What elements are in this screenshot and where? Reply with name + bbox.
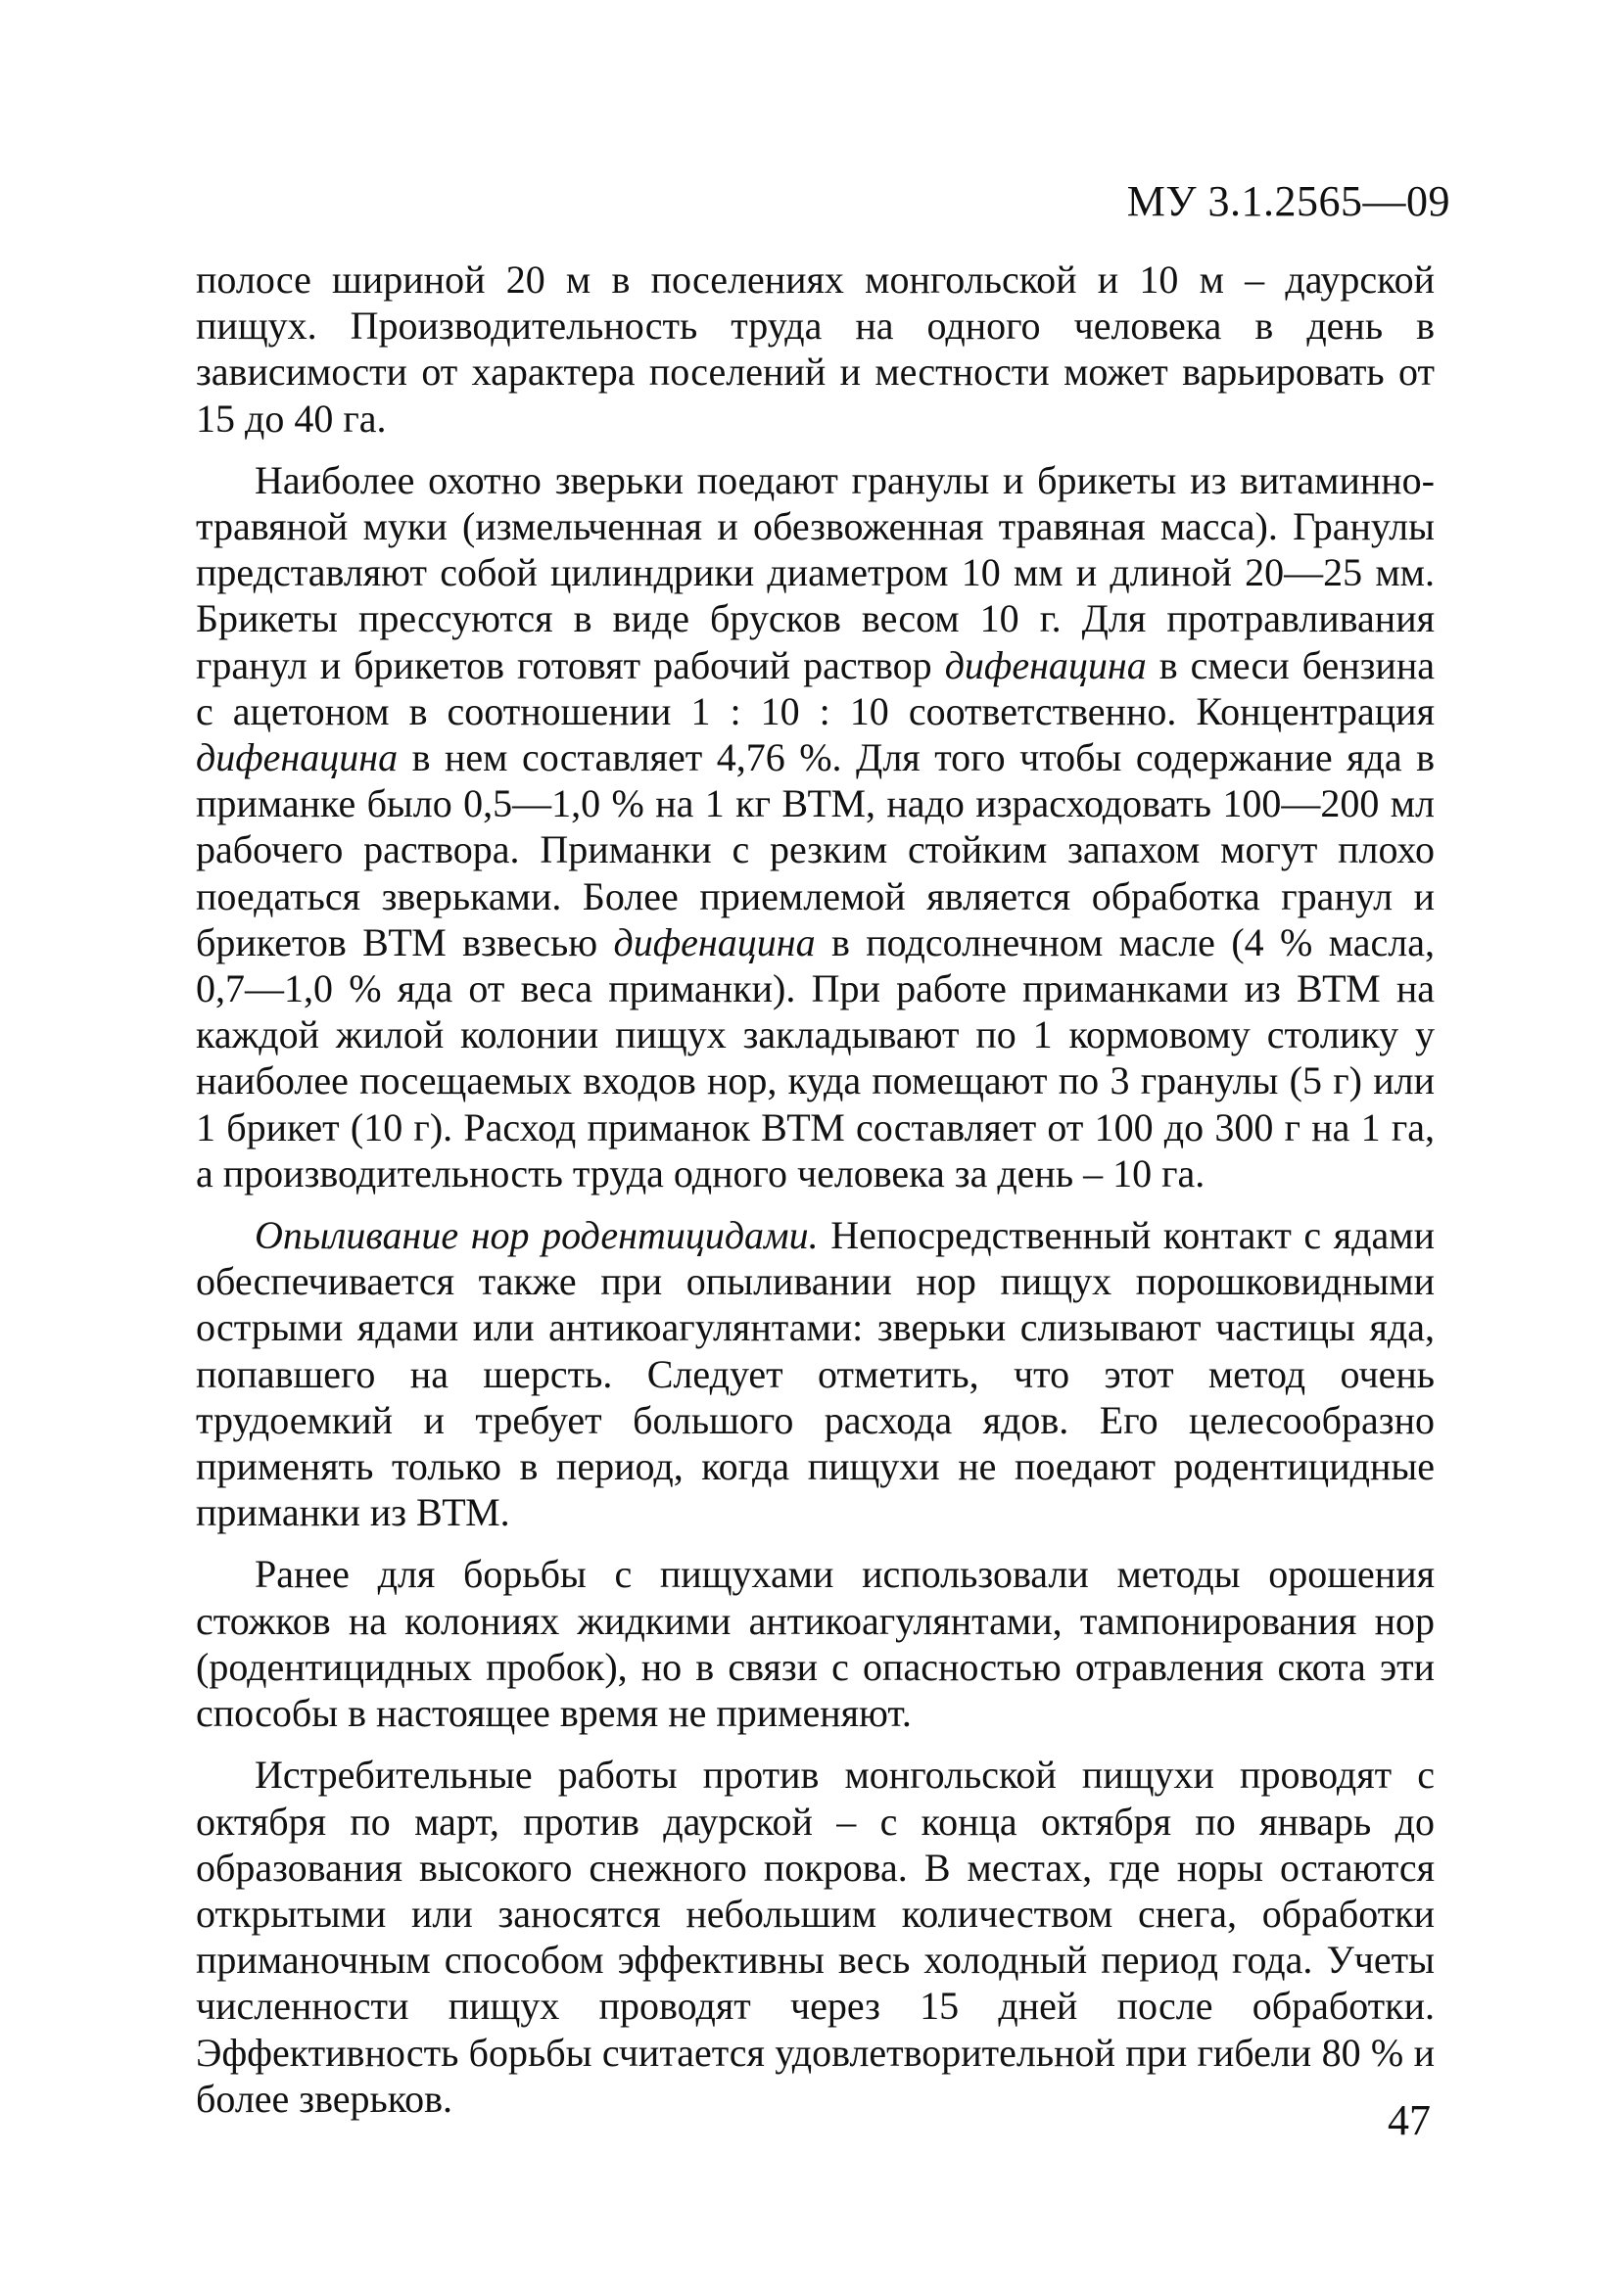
page-number: 47 <box>1388 2096 1431 2144</box>
body-text <box>196 257 1435 2137</box>
paragraph-5 <box>196 1752 1435 2122</box>
paragraph-2-text-b: в смеси бензина с ацетоном в соотношении 1 : 10 : 10 соответственно. Концентрация <box>196 642 1436 733</box>
paragraph-5-text: Истребительные работы против монгольской пищухи проводят с октября по март, против даурской – с конца октября по январь до образования высокого снежного покрова. В местах, где норы остаются открытыми или заносятся небольшим количеством снега, обработки приманочным способом эффективны весь холодный период года. Учеты численности пищух проводят через 15 дней после обработки. Эффективность борьбы считается удовлетворительной при гибели 80 % и более зверьков. <box>196 1753 1435 2121</box>
paragraph-2-text-c: в нем составляет 4,76 %. Для того чтобы содержание яда в приманке было 0,5—1,0 % на 1 кг ВТМ, надо израсходовать 100—200 мл рабочего раствора. Приманки с резким стойким запахом могут плохо поедаться зверьками. Более приемлемой является обработка гранул и брикетов ВТМ взвесью <box>196 735 1435 964</box>
paragraph-4-text: Ранее для борьбы с пищухами использовали методы орошения стожков на колониях жидкими антикоагулянтами, тампонирования нор (родентицидных пробок), но в связи с опасностью отравления скота эти способы в настоящее время не применяют. <box>196 1552 1435 1736</box>
paragraph-2 <box>196 457 1435 1196</box>
term-difenacin-2: дифенацина <box>196 735 399 780</box>
paragraph-2-text-d: в подсолнечном масле (4 % масла, 0,7—1,0 % яда от веса приманки). При работе приманками из ВТМ на каждой жилой колонии пищух закладывают по 1 кормовому столику у наиболее посещаемых входов нор, куда помещают по 3 гранулы (5 г) или 1 брикет (10 г). Расход приманок ВТМ составляет от 100 до 300 г на 1 га, а производительность труда одного человека за день – 10 га. <box>196 919 1435 1195</box>
paragraph-1-text: полосе шириной 20 м в поселениях монгольской и 10 м – даурской пищух. Производительность труда на одного человека в день в зависимости от характера поселений и местности может варьировать от 15 до 40 га. <box>196 258 1435 441</box>
term-difenacin-3: дифенацина <box>613 919 816 964</box>
term-difenacin-1: дифенацина <box>944 642 1147 687</box>
paragraph-3 <box>196 1212 1435 1535</box>
document-code-header: МУ 3.1.2565—09 <box>1126 177 1450 225</box>
paragraph-2-text-a: Наиболее охотно зверьки поедают гранулы и брикеты из витаминно-травяной муки (измельченная и обезвоженная травяная масса). Гранулы представляют собой цилиндрики диаметром 10 мм и длиной 20—25 мм. Брикеты прессуются в виде брусков весом 10 г. Для протравливания гранул и брикетов готовят рабочий раствор <box>196 457 1435 687</box>
paragraph-4 <box>196 1551 1435 1736</box>
paragraph-3-text: Непосредственный контакт с ядами обеспечивается также при опыливании нор пищух порошковидными острыми ядами или антикоагулянтами: зверьки слизывают частицы яда, попавшего на шерсть. Следует отметить, что этот метод очень трудоемкий и требует большого расхода ядов. Его целесообразно применять только в период, когда пищухи не поедают родентицидные приманки из ВТМ. <box>196 1213 1435 1535</box>
section-title-dusting: Опыливание нор родентицидами. <box>255 1213 819 1258</box>
paragraph-1 <box>196 257 1435 442</box>
